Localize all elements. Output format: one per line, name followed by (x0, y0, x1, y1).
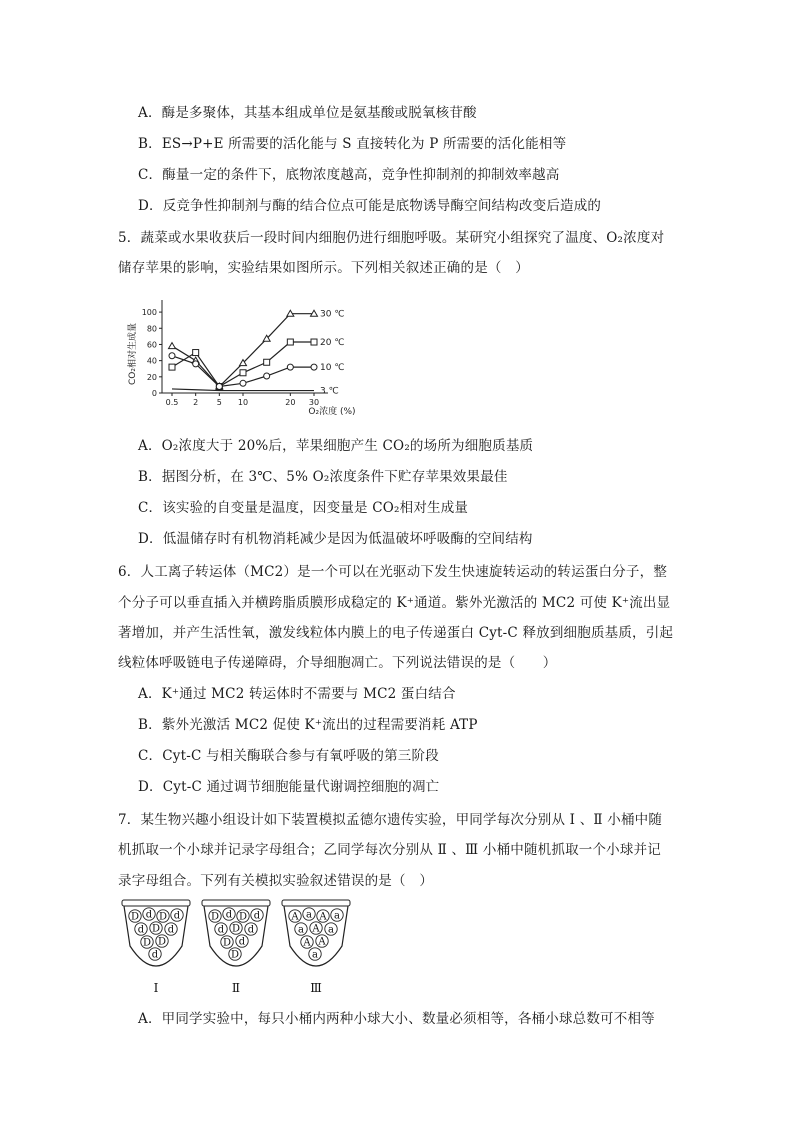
co2-line-chart (120, 296, 370, 424)
ball-label: D (210, 911, 220, 923)
ball-label: a (334, 910, 340, 922)
data-point-circle (311, 364, 317, 370)
ball-label: d (253, 910, 261, 922)
ball-label: d (247, 924, 255, 936)
ball-label: a (298, 924, 304, 936)
urn-label: Ⅱ (231, 981, 241, 995)
data-point-circle (169, 353, 175, 359)
series-label: 20 ℃ (320, 338, 345, 349)
ball-label: A (318, 936, 326, 948)
x-tick-label: 0.5 (165, 398, 179, 407)
q5-option-a: A．O₂浓度大于 20%后，苹果细胞产生 CO₂的场所为细胞质基质 (138, 438, 534, 454)
ball-label: d (167, 924, 175, 936)
ball-label: D (157, 936, 167, 948)
q6-option-a: A．K⁺通过 MC2 转运体时不需要与 MC2 蛋白结合 (138, 686, 456, 702)
ball-label: D (230, 949, 240, 961)
chart-x-axis-label: O₂浓度 (%) (308, 407, 356, 417)
ball-label: A (312, 923, 320, 935)
data-point-square (264, 359, 270, 365)
q5-stem-line2: 储存苹果的影响，实验结果如图所示。下列相关叙述正确的是（ ） (118, 260, 529, 276)
data-point-circle (240, 380, 246, 386)
ball-label: D (158, 911, 168, 923)
data-point-triangle (169, 343, 176, 349)
data-point-square (287, 339, 293, 345)
urn-2 (202, 900, 270, 966)
ball-label: A (319, 911, 327, 923)
q5-option-b: B．据图分析，在 3℃、5% O₂浓度条件下贮存苹果效果最佳 (138, 469, 508, 485)
data-point-circle (264, 373, 270, 379)
series-line (172, 389, 314, 391)
ball-label: D (231, 923, 241, 935)
y-tick-label: 80 (146, 324, 157, 334)
q7-option-a: A．甲同学实验中，每只小桶内两种小球大小、数量必须相等，各桶小球总数可不相等 (138, 1011, 655, 1027)
data-point-square (311, 339, 317, 345)
ball-label: d (145, 909, 153, 921)
y-tick-label: 20 (146, 372, 157, 382)
q7-stem-line3: 录字母组合。下列有关模拟实验叙述错误的是（ ） (118, 873, 434, 889)
series-label: 30 ℃ (320, 309, 345, 320)
q7-stem-line2: 机抓取一个小球并记录字母组合；乙同学每次分别从 Ⅱ 、Ⅲ 小桶中随机抓取一个小球并记 (118, 842, 661, 858)
ball-label: d (217, 924, 225, 936)
data-point-square (169, 364, 175, 370)
urn-1 (122, 900, 190, 966)
ball-label: d (173, 910, 181, 922)
y-tick-label: 60 (146, 340, 157, 350)
q6-stem-line1: 6．人工离子转运体（MC2）是一个可以在光驱动下发生快速旋转运动的转运蛋白分子，整 (118, 564, 668, 580)
ball-label: d (225, 909, 233, 921)
series-label: 10 ℃ (320, 363, 345, 374)
chart-y-axis-label: CO₂相对生成量 (128, 323, 138, 385)
x-tick-label: 5 (216, 398, 222, 407)
series-label: 3 ℃ (320, 386, 339, 397)
ball-label: D (142, 937, 152, 949)
ball-label: d (151, 949, 159, 961)
q4-option-a: A．酶是多聚体，其基本组成单位是氨基酸或脱氧核苷酸 (138, 105, 477, 121)
urn-label: Ⅰ (153, 981, 159, 995)
data-point-square (240, 370, 246, 376)
ball-label: A (303, 937, 311, 949)
y-tick-label: 40 (146, 356, 157, 366)
q5-option-c: C．该实验的自变量是温度，因变量是 CO₂相对生成量 (138, 500, 469, 516)
q6-stem-line4: 线粒体呼吸链电子传递障碍，介导细胞凋亡。下列说法错误的是（ ） (118, 655, 557, 671)
ball-label: a (306, 909, 312, 921)
ball-label: d (238, 936, 246, 948)
ball-label: D (238, 911, 248, 923)
urn-rim (202, 900, 270, 906)
data-point-circle (193, 361, 199, 367)
ball-label: D (130, 911, 140, 923)
q4-option-d: D．反竞争性抑制剂与酶的结合位点可能是底物诱导酶空间结构改变后造成的 (138, 198, 602, 214)
data-point-circle (216, 384, 222, 390)
data-point-square (193, 350, 199, 356)
q5-option-d: D．低温储存时有机物消耗减少是因为低温破坏呼吸酶的空间结构 (138, 531, 533, 547)
urn-rim (122, 900, 190, 906)
y-tick-label: 100 (141, 308, 157, 318)
urn-diagram (118, 898, 358, 998)
q6-option-c: C．Cyt-C 与相关酶联合参与有氧呼吸的第三阶段 (138, 748, 439, 764)
q4-option-b: B．ES→P+E 所需要的活化能与 S 直接转化为 P 所需要的活化能相等 (138, 136, 567, 152)
x-tick-label: 2 (193, 398, 199, 407)
urn-label: Ⅲ (310, 981, 322, 995)
q5-stem-line1: 5．蔬菜或水果收获后一段时间内细胞仍进行细胞呼吸。某研究小组探究了温度、O₂浓度对 (118, 230, 665, 246)
x-tick-label: 10 (237, 398, 249, 407)
urn-3 (282, 900, 350, 966)
q6-stem-line2: 个分子可以垂直插入并横跨脂质膜形成稳定的 K⁺通道。紫外光激活的 MC2 可使 K⁺流出显 (118, 595, 671, 611)
ball-label: D (151, 923, 161, 935)
q6-option-d: D．Cyt-C 通过调节细胞能量代谢调控细胞的凋亡 (138, 779, 440, 795)
x-tick-label: 30 (308, 398, 320, 407)
q6-stem-line3: 著增加，并产生活性氧，激发线粒体内膜上的电子传递蛋白 Cyt-C 释放到细胞质基质，引起 (118, 625, 674, 641)
q4-option-c: C．酶量一定的条件下，底物浓度越高，竞争性抑制剂的抑制效率越高 (138, 167, 560, 183)
ball-label: a (328, 924, 334, 936)
data-point-circle (287, 364, 293, 370)
ball-label: a (312, 949, 318, 961)
q6-option-b: B．紫外光激活 MC2 促使 K⁺流出的过程需要消耗 ATP (138, 717, 478, 733)
ball-label: D (222, 937, 232, 949)
y-tick-label: 0 (151, 389, 157, 398)
ball-label: A (291, 911, 299, 923)
q7-stem-line1: 7．某生物兴趣小组设计如下装置模拟孟德尔遗传实验，甲同学每次分别从 Ⅰ 、Ⅱ 小桶中随 (118, 812, 663, 828)
urn-rim (282, 900, 350, 906)
x-tick-label: 20 (285, 398, 296, 407)
ball-label: d (137, 924, 145, 936)
